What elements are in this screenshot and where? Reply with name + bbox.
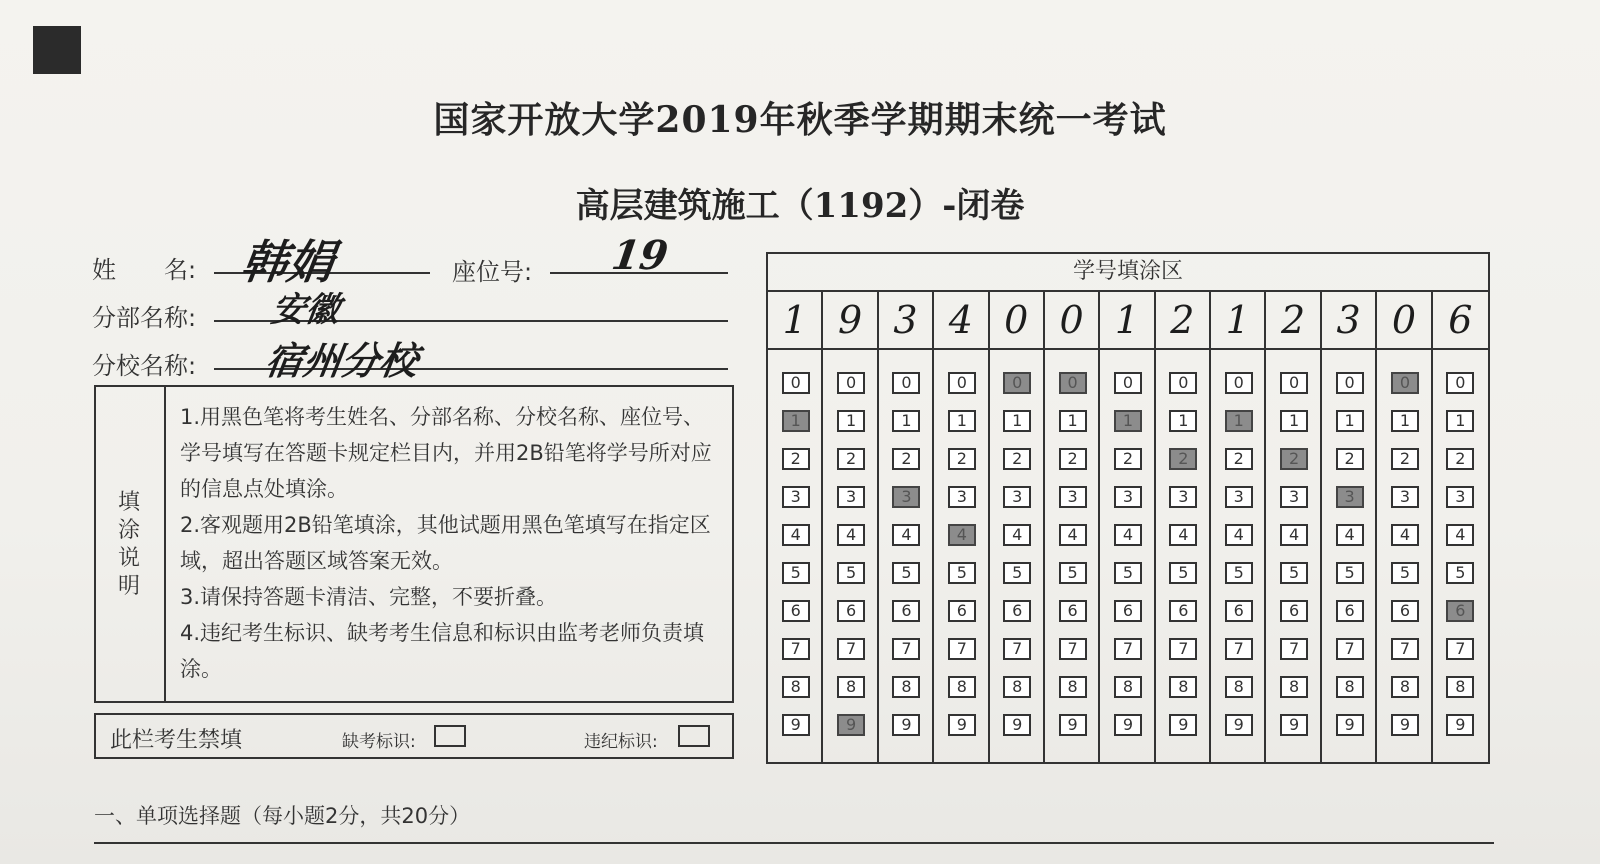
- student-id-bubble[interactable]: 2: [1059, 448, 1087, 470]
- student-id-column: [879, 292, 934, 764]
- student-id-bubble[interactable]: 1: [1391, 410, 1419, 432]
- student-id-grid: [766, 252, 1490, 764]
- student-id-bubble[interactable]: 9: [782, 714, 810, 736]
- school-label: 分校名称:: [92, 352, 197, 380]
- absent-label: 缺考标识:: [342, 732, 416, 752]
- student-id-bubble[interactable]: 8: [1114, 676, 1142, 698]
- student-id-bubble[interactable]: 5: [1280, 562, 1308, 584]
- student-id-bubble[interactable]: 7: [948, 638, 976, 660]
- exam-subtitle: 高层建筑施工（1192）-闭卷: [575, 186, 1025, 226]
- student-id-bubble[interactable]: 4: [1059, 524, 1087, 546]
- instructions-side-label: 填涂说明: [118, 490, 141, 599]
- violation-label: 违纪标识:: [584, 732, 658, 752]
- student-id-bubble[interactable]: 4: [1169, 524, 1197, 546]
- proctor-only-title: 此栏考生禁填: [110, 728, 243, 753]
- student-id-bubble[interactable]: 3: [1059, 486, 1087, 508]
- instructions-box: [94, 385, 734, 703]
- student-id-bubble[interactable]: 3: [1225, 486, 1253, 508]
- student-id-bubble[interactable]: 9: [1225, 714, 1253, 736]
- student-id-column: [990, 292, 1045, 764]
- student-id-bubble[interactable]: 7: [1059, 638, 1087, 660]
- student-id-bubble[interactable]: 7: [1391, 638, 1419, 660]
- student-id-digit: 9: [837, 298, 863, 342]
- student-id-bubble[interactable]: 1: [892, 410, 920, 432]
- branch-label: 分部名称:: [92, 304, 197, 332]
- student-id-bubble[interactable]: 8: [782, 676, 810, 698]
- section-rule: [94, 842, 1494, 844]
- student-id-bubble[interactable]: 7: [837, 638, 865, 660]
- student-id-divider: [1322, 348, 1375, 350]
- student-id-digit: 1: [1225, 298, 1250, 342]
- student-id-divider: [1100, 348, 1153, 350]
- student-id-digit: 0: [1391, 298, 1416, 342]
- student-id-bubble[interactable]: 1: [782, 410, 810, 432]
- student-id-bubble[interactable]: 4: [1225, 524, 1253, 546]
- student-id-bubble[interactable]: 1: [948, 410, 976, 432]
- student-id-bubble[interactable]: 6: [948, 600, 976, 622]
- student-id-bubble[interactable]: 6: [782, 600, 810, 622]
- student-id-digit: 1: [782, 298, 807, 342]
- student-id-bubble[interactable]: 8: [948, 676, 976, 698]
- student-id-bubble[interactable]: 4: [948, 524, 976, 546]
- student-id-bubble[interactable]: 2: [1225, 448, 1253, 470]
- student-id-bubble[interactable]: 1: [1225, 410, 1253, 432]
- student-id-bubble[interactable]: 9: [1059, 714, 1087, 736]
- student-id-header: 学号填涂区: [768, 254, 1488, 292]
- student-id-column: [1211, 292, 1266, 764]
- instructions-side-cell: [96, 387, 166, 701]
- student-id-bubble[interactable]: 1: [837, 410, 865, 432]
- instructions-list: [180, 399, 720, 687]
- student-id-bubble[interactable]: 1: [1114, 410, 1142, 432]
- name-label: 姓 名:: [92, 256, 197, 284]
- student-id-bubble[interactable]: 0: [1225, 372, 1253, 394]
- student-id-bubble[interactable]: 1: [1446, 410, 1474, 432]
- student-id-divider: [990, 348, 1043, 350]
- student-id-bubble[interactable]: 6: [1003, 600, 1031, 622]
- student-id-bubble[interactable]: 7: [1003, 638, 1031, 660]
- student-id-bubble[interactable]: 2: [1169, 448, 1197, 470]
- student-id-bubble[interactable]: 6: [1280, 600, 1308, 622]
- student-id-column: [1100, 292, 1155, 764]
- student-id-bubble[interactable]: 2: [1114, 448, 1142, 470]
- student-id-bubble[interactable]: 4: [1391, 524, 1419, 546]
- student-id-bubble[interactable]: 7: [1169, 638, 1197, 660]
- school-value: 宿州分校: [262, 338, 421, 383]
- student-id-bubble[interactable]: 0: [1280, 372, 1308, 394]
- student-id-divider: [1266, 348, 1319, 350]
- student-id-bubble[interactable]: 7: [1280, 638, 1308, 660]
- student-id-bubble[interactable]: 4: [837, 524, 865, 546]
- student-id-divider: [768, 348, 821, 350]
- proctor-only-box: [94, 713, 734, 759]
- student-id-bubble[interactable]: 4: [1446, 524, 1474, 546]
- student-id-divider: [823, 348, 876, 350]
- student-id-bubble[interactable]: 6: [1391, 600, 1419, 622]
- student-id-digit: 3: [893, 298, 918, 342]
- student-id-bubble[interactable]: 8: [1059, 676, 1087, 698]
- student-id-column: [1377, 292, 1432, 764]
- student-id-bubble[interactable]: 3: [1280, 486, 1308, 508]
- student-id-bubble[interactable]: 6: [1336, 600, 1364, 622]
- violation-checkbox[interactable]: [678, 725, 710, 747]
- student-id-bubble[interactable]: 9: [1446, 714, 1474, 736]
- student-id-bubble[interactable]: 5: [1446, 562, 1474, 584]
- student-id-bubble[interactable]: 8: [1225, 676, 1253, 698]
- student-id-bubble[interactable]: 3: [837, 486, 865, 508]
- student-id-bubble[interactable]: 6: [892, 600, 920, 622]
- student-id-column: [823, 292, 878, 764]
- student-id-divider: [934, 348, 987, 350]
- student-id-column: [1433, 292, 1488, 764]
- student-id-column: [1266, 292, 1321, 764]
- student-id-bubble[interactable]: 7: [782, 638, 810, 660]
- student-id-column: [1322, 292, 1377, 764]
- student-id-bubble[interactable]: 9: [1391, 714, 1419, 736]
- student-id-bubble[interactable]: 3: [782, 486, 810, 508]
- student-id-digit: 0: [1004, 298, 1029, 342]
- student-id-bubble[interactable]: 9: [837, 714, 865, 736]
- student-id-bubble[interactable]: 0: [1391, 372, 1419, 394]
- student-id-digit: 3: [1336, 298, 1361, 342]
- student-id-bubble[interactable]: 7: [892, 638, 920, 660]
- student-id-bubble[interactable]: 3: [1003, 486, 1031, 508]
- student-id-bubble[interactable]: 3: [948, 486, 976, 508]
- instruction-item: 3.请保持答题卡清洁、完整，不要折叠。: [180, 585, 558, 609]
- exam-title: 国家开放大学2019年秋季学期期末统一考试: [433, 99, 1167, 141]
- student-id-column: [1045, 292, 1100, 764]
- student-id-bubble[interactable]: 9: [1114, 714, 1142, 736]
- student-id-bubble[interactable]: 9: [948, 714, 976, 736]
- student-id-bubble[interactable]: 2: [782, 448, 810, 470]
- student-id-bubble[interactable]: 6: [1114, 600, 1142, 622]
- student-id-column: [1156, 292, 1211, 764]
- student-id-bubble[interactable]: 2: [948, 448, 976, 470]
- student-id-digit: 4: [948, 298, 973, 342]
- student-id-bubble[interactable]: 1: [1059, 410, 1087, 432]
- student-id-bubble[interactable]: 0: [782, 372, 810, 394]
- student-id-bubble[interactable]: 4: [1280, 524, 1308, 546]
- student-id-bubble[interactable]: 9: [1280, 714, 1308, 736]
- student-id-column: [934, 292, 989, 764]
- student-id-digit: 1: [1114, 298, 1140, 342]
- student-id-bubble[interactable]: 0: [948, 372, 976, 394]
- student-id-bubble[interactable]: 7: [1114, 638, 1142, 660]
- student-id-divider: [1211, 348, 1264, 350]
- student-id-bubble[interactable]: 0: [837, 372, 865, 394]
- student-id-bubble[interactable]: 1: [1336, 410, 1364, 432]
- student-id-bubble[interactable]: 2: [1280, 448, 1308, 470]
- student-id-bubble[interactable]: 3: [1446, 486, 1474, 508]
- student-id-digit: 6: [1448, 298, 1473, 342]
- student-id-bubble[interactable]: 5: [1391, 562, 1419, 584]
- student-id-bubble[interactable]: 0: [1169, 372, 1197, 394]
- instruction-item: 1.用黑色笔将考生姓名、分部名称、分校名称、座位号、学号填写在答题卡规定栏目内，并用2B铅笔将学号所对应的信息点处填涂。: [180, 405, 712, 501]
- student-id-bubble[interactable]: 3: [1391, 486, 1419, 508]
- student-id-bubble[interactable]: 2: [1446, 448, 1474, 470]
- student-id-bubble[interactable]: 2: [1336, 448, 1364, 470]
- student-id-bubble[interactable]: 9: [1169, 714, 1197, 736]
- student-id-bubble[interactable]: 4: [782, 524, 810, 546]
- student-id-bubble[interactable]: 6: [1225, 600, 1253, 622]
- student-id-digit: 0: [1059, 298, 1084, 342]
- student-id-bubble[interactable]: 8: [1336, 676, 1364, 698]
- student-id-bubble[interactable]: 0: [1446, 372, 1474, 394]
- student-id-bubble[interactable]: 9: [1336, 714, 1364, 736]
- student-id-bubble[interactable]: 9: [1003, 714, 1031, 736]
- student-id-bubble[interactable]: 4: [892, 524, 920, 546]
- student-id-digit: 2: [1281, 298, 1306, 342]
- student-id-bubble[interactable]: 1: [1280, 410, 1308, 432]
- student-id-bubble[interactable]: 5: [892, 562, 920, 584]
- section-heading: 一、单项选择题（每小题2分，共20分）: [94, 804, 471, 828]
- student-id-bubble[interactable]: 6: [1059, 600, 1087, 622]
- student-id-bubble[interactable]: 5: [1169, 562, 1197, 584]
- instruction-item: 2.客观题用2B铅笔填涂，其他试题用黑色笔填写在指定区域，超出答题区域答案无效。: [180, 513, 711, 573]
- student-id-bubble[interactable]: 1: [1003, 410, 1031, 432]
- student-id-bubble[interactable]: 5: [782, 562, 810, 584]
- seat-value: 19: [608, 232, 671, 279]
- student-id-bubble[interactable]: 7: [1225, 638, 1253, 660]
- student-id-digit: 2: [1170, 298, 1195, 342]
- student-id-bubble[interactable]: 2: [1391, 448, 1419, 470]
- student-id-bubble[interactable]: 2: [892, 448, 920, 470]
- student-id-bubble[interactable]: 4: [1336, 524, 1364, 546]
- student-id-bubble[interactable]: 5: [837, 562, 865, 584]
- student-id-bubble[interactable]: 5: [1336, 562, 1364, 584]
- branch-value: 安徽: [268, 290, 343, 330]
- student-id-bubble[interactable]: 0: [1114, 372, 1142, 394]
- instruction-item: 4.违纪考生标识、缺考考生信息和标识由监考老师负责填涂。: [180, 621, 705, 681]
- student-id-bubble[interactable]: 8: [892, 676, 920, 698]
- student-id-bubble[interactable]: 2: [1003, 448, 1031, 470]
- student-id-divider: [1045, 348, 1098, 350]
- student-id-bubble[interactable]: 0: [1059, 372, 1087, 394]
- student-id-column: [768, 292, 823, 764]
- seat-label: 座位号:: [452, 258, 533, 286]
- student-id-divider: [1156, 348, 1209, 350]
- student-id-bubble[interactable]: 6: [1446, 600, 1474, 622]
- student-id-bubble[interactable]: 4: [1003, 524, 1031, 546]
- student-id-bubble[interactable]: 4: [1114, 524, 1142, 546]
- student-id-bubble[interactable]: 5: [1059, 562, 1087, 584]
- student-id-bubble[interactable]: 1: [1169, 410, 1197, 432]
- student-id-bubble[interactable]: 3: [1336, 486, 1364, 508]
- name-value: 韩娟: [237, 235, 338, 289]
- student-id-bubble[interactable]: 8: [837, 676, 865, 698]
- student-id-divider: [1377, 348, 1430, 350]
- student-id-bubble[interactable]: 3: [892, 486, 920, 508]
- student-id-bubble[interactable]: 8: [1446, 676, 1474, 698]
- student-id-bubble[interactable]: 0: [1336, 372, 1364, 394]
- student-id-bubble[interactable]: 6: [837, 600, 865, 622]
- student-id-bubble[interactable]: 0: [1003, 372, 1031, 394]
- student-id-bubble[interactable]: 5: [948, 562, 976, 584]
- student-id-bubble[interactable]: 8: [1280, 676, 1308, 698]
- student-id-bubble[interactable]: 6: [1169, 600, 1197, 622]
- student-id-bubble[interactable]: 0: [892, 372, 920, 394]
- registration-mark: [33, 26, 81, 74]
- student-id-bubble[interactable]: 3: [1114, 486, 1142, 508]
- student-id-divider: [1433, 348, 1488, 350]
- student-id-divider: [879, 348, 932, 350]
- student-id-bubble[interactable]: 8: [1169, 676, 1197, 698]
- student-id-bubble[interactable]: 7: [1446, 638, 1474, 660]
- student-id-bubble[interactable]: 7: [1336, 638, 1364, 660]
- student-id-bubble[interactable]: 8: [1391, 676, 1419, 698]
- student-id-bubble[interactable]: 3: [1169, 486, 1197, 508]
- student-id-bubble[interactable]: 5: [1003, 562, 1031, 584]
- student-id-bubble[interactable]: 9: [892, 714, 920, 736]
- student-id-bubble[interactable]: 5: [1225, 562, 1253, 584]
- absent-checkbox[interactable]: [434, 725, 466, 747]
- student-id-bubble[interactable]: 8: [1003, 676, 1031, 698]
- student-id-bubble[interactable]: 5: [1114, 562, 1142, 584]
- student-id-bubble[interactable]: 2: [837, 448, 865, 470]
